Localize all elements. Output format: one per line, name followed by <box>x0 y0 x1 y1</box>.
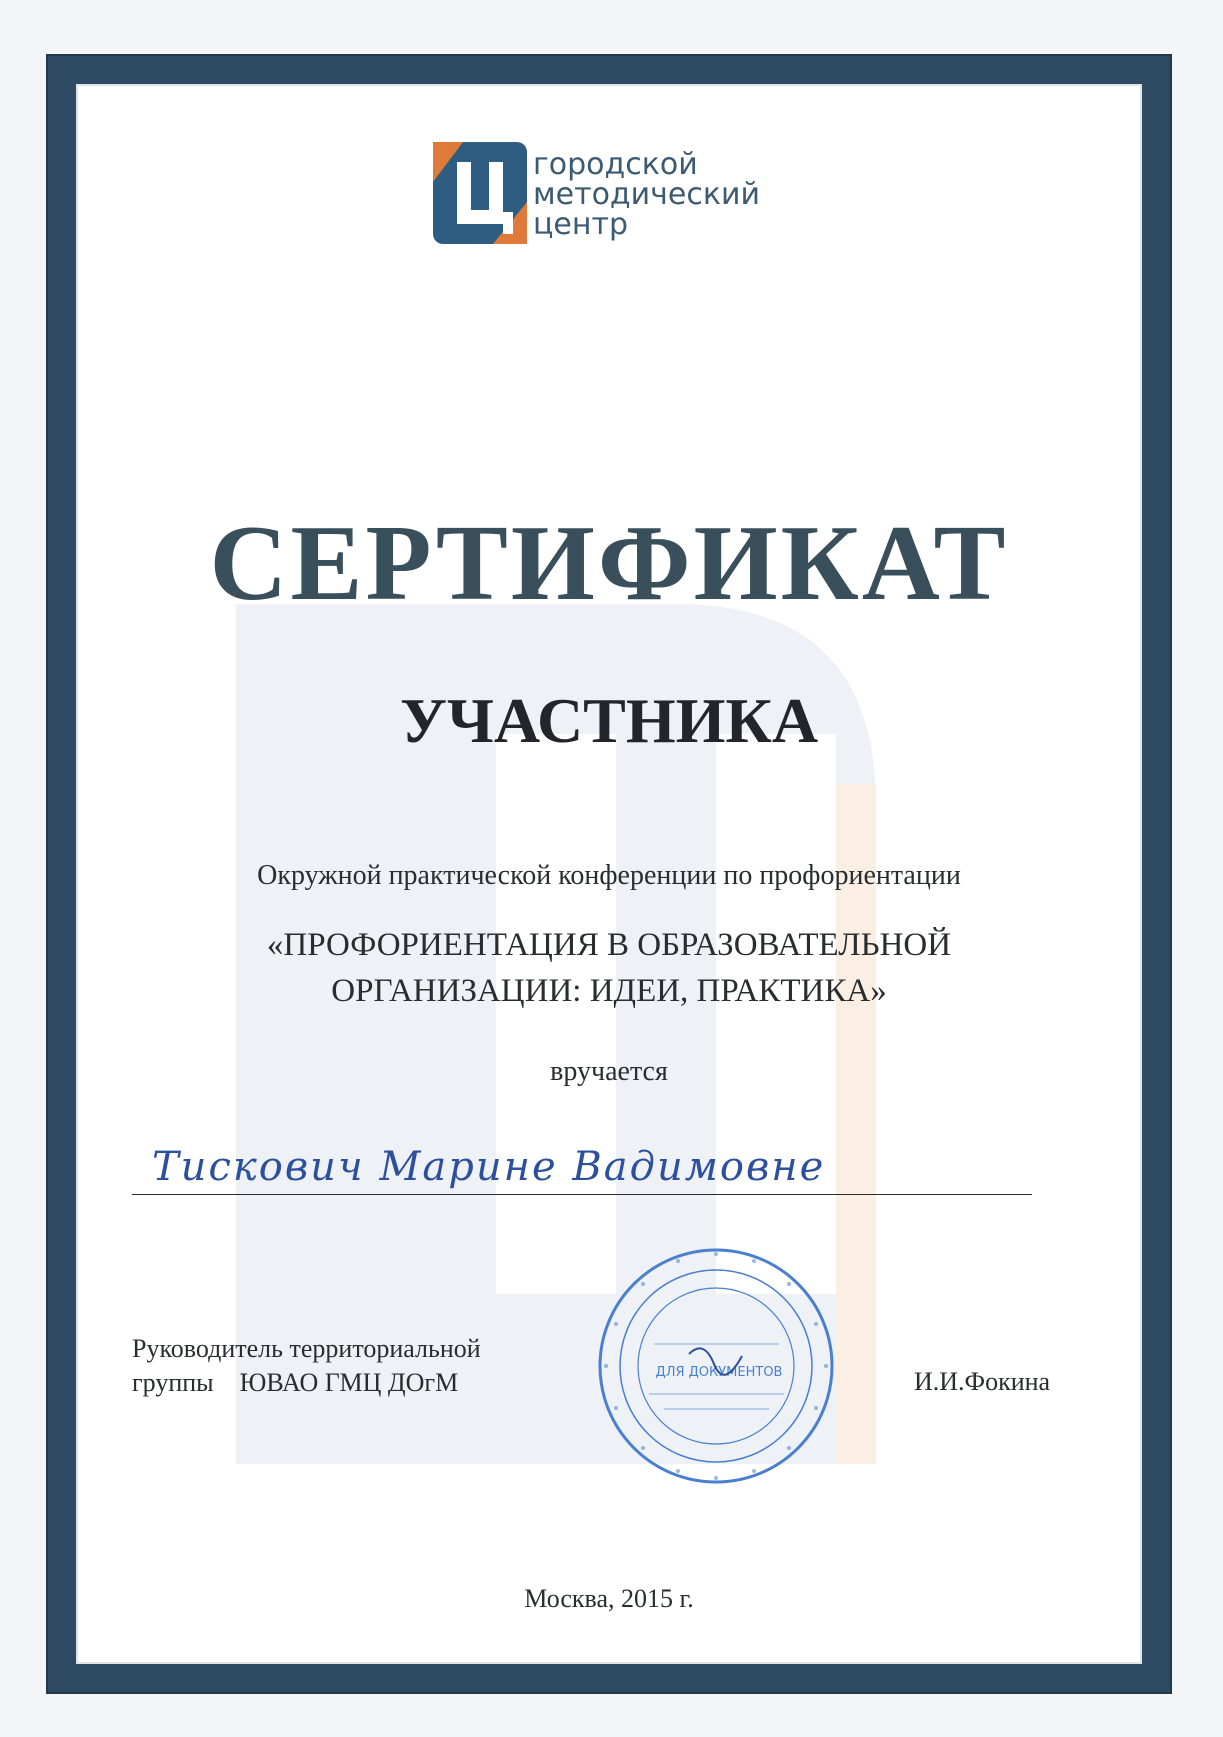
place-and-year: Москва, 2015 г. <box>524 1584 694 1613</box>
certificate-subtitle: УЧАСТНИКА <box>399 685 819 756</box>
event-name-line-1: «ПРОФОРИЕНТАЦИЯ В ОБРАЗОВАТЕЛЬНОЙ <box>266 927 952 963</box>
logo-line-3: центр <box>533 207 629 242</box>
logo-line-2: методический <box>533 177 760 212</box>
official-stamp <box>594 1244 838 1488</box>
logo-text <box>533 147 760 242</box>
logo-mark-icon <box>433 142 527 244</box>
certificate-title: СЕРТИФИКАТ <box>209 504 1009 623</box>
event-name-line-2: ОРГАНИЗАЦИИ: ИДЕИ, ПРАКТИКА» <box>331 973 887 1009</box>
event-description: Окружной практической конференции по профориентации <box>257 860 961 891</box>
organization-logo <box>433 138 793 248</box>
certificate-sheet <box>76 84 1142 1664</box>
signatory-name: И.И.Фокина <box>914 1367 1051 1396</box>
logo-line-1: городской <box>533 147 698 182</box>
stamp-center-text: ДЛЯ ДОКУМЕНТОВ <box>655 1365 783 1380</box>
event-name <box>76 922 1142 1014</box>
signatory-role <box>132 1332 481 1400</box>
recipient-name: Тискович Марине Вадимовне <box>152 1144 826 1190</box>
signatory-role-line-1: Руководитель территориальной <box>132 1334 481 1363</box>
recipient-line <box>132 1144 1032 1195</box>
awarded-text: вручается <box>550 1056 668 1087</box>
signatory-role-line-2: группы ЮВАО ГМЦ ДОгМ <box>132 1368 459 1397</box>
